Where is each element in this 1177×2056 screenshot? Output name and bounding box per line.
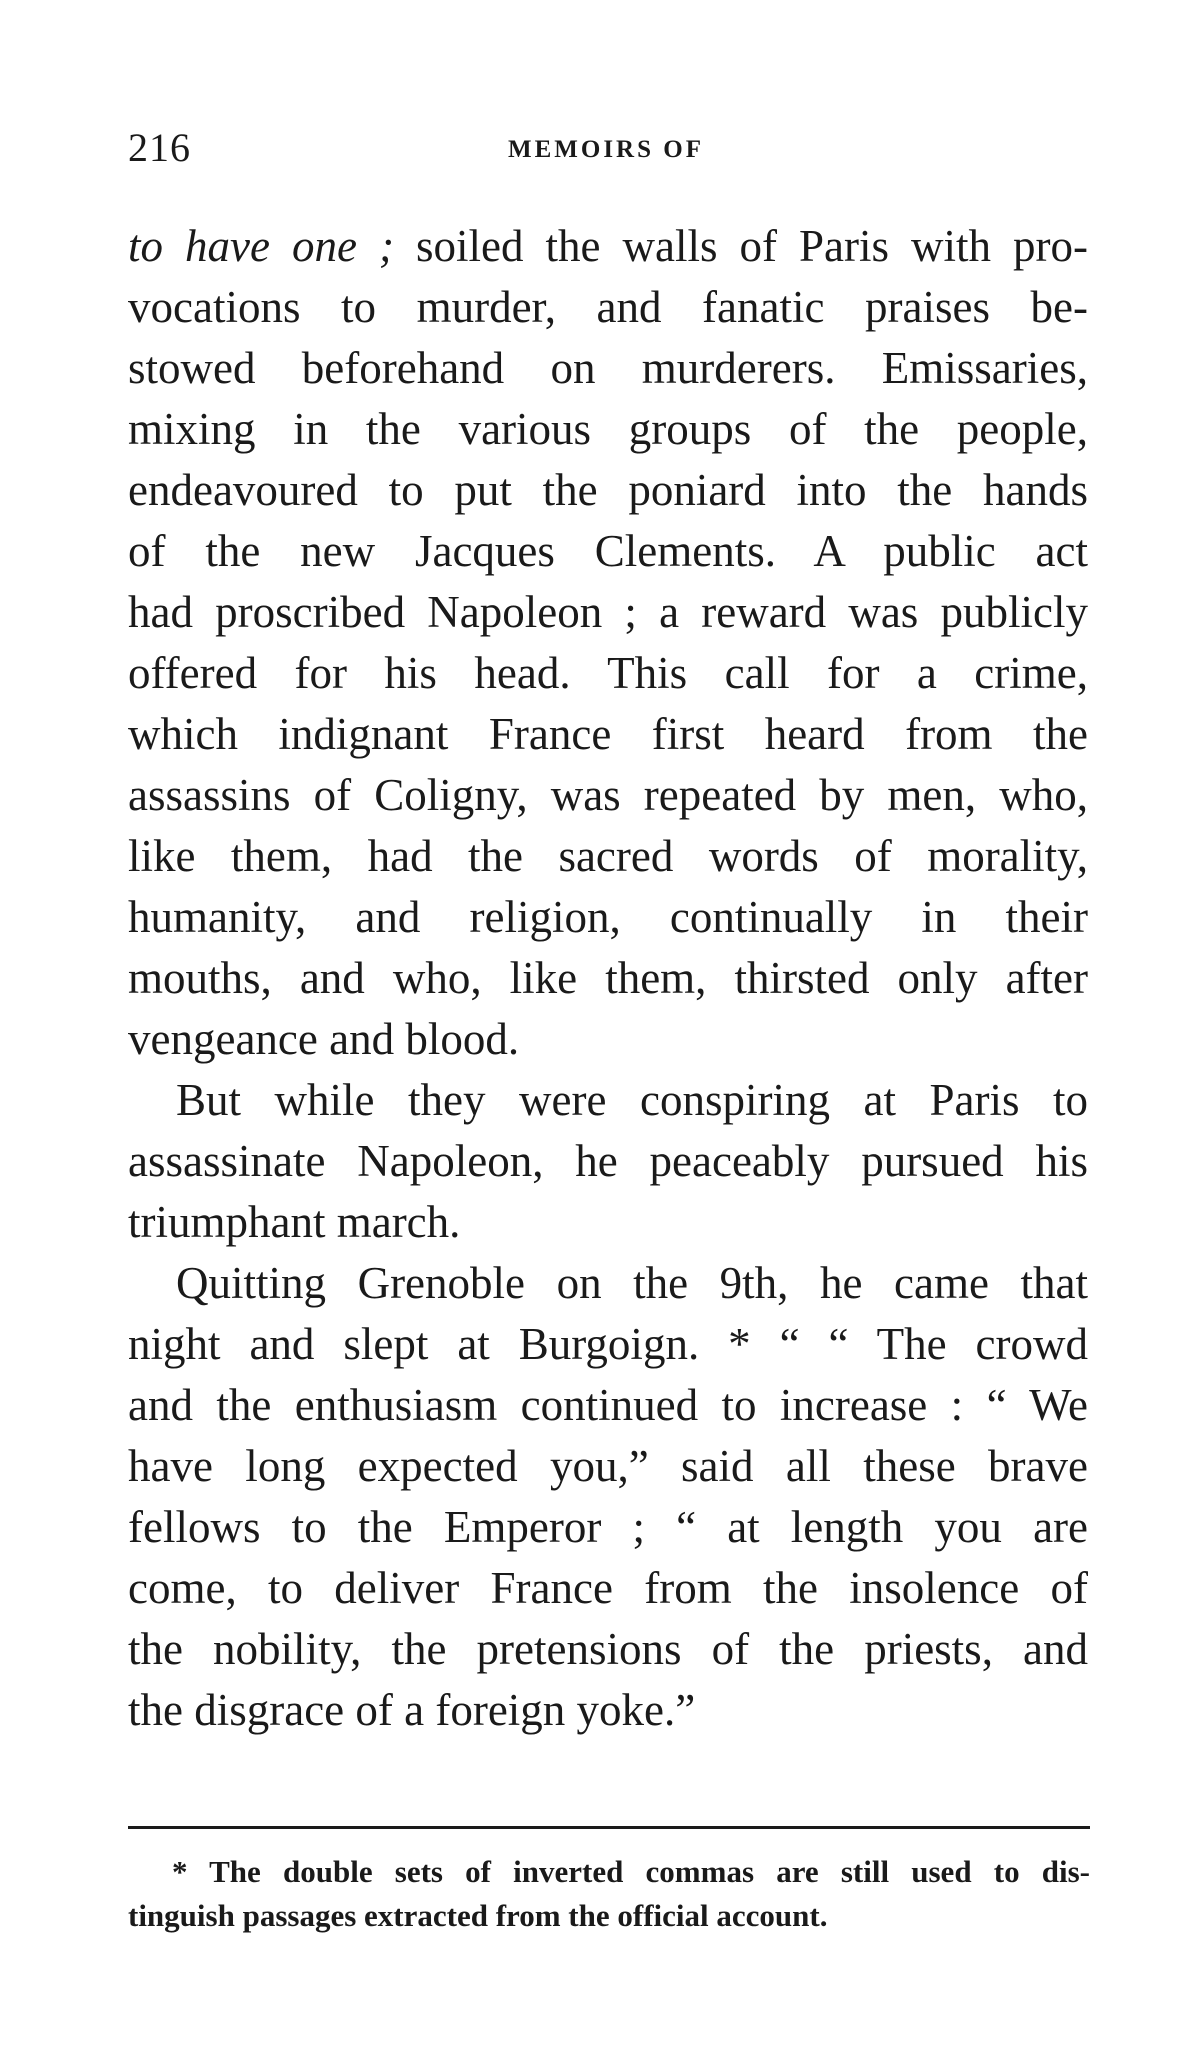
footnote [128,1850,1090,1938]
text-line: assassinate Napoleon, he peaceably pursued his [128,1136,1088,1186]
text-line: and the enthusiasm continued to increase : “ We [128,1380,1088,1430]
paragraph [128,1253,1088,1741]
page-number: 216 [128,125,191,170]
text-line: fellows to the Emperor ; “ at length you are [128,1502,1088,1552]
text-line: have long expected you,” said all these brave [128,1441,1088,1491]
text-line: But while they were conspiring at Paris to [176,1075,1088,1125]
text-line: Quitting Grenoble on the 9th, he came that [176,1258,1088,1308]
running-title: MEMOIRS OF [508,136,704,163]
text-line: stowed beforehand on murderers. Emissaries, [128,343,1088,393]
text-line: which indignant France first heard from the [128,709,1088,759]
text-line: humanity, and religion, continually in their [128,892,1088,942]
footnote-line: * The double sets of inverted commas are still used to dis- [172,1854,1090,1889]
text-line: triumphant march. [128,1197,461,1247]
text-line: vengeance and blood. [128,1014,520,1064]
footnote-line: tinguish passages extracted from the official account. [128,1898,828,1933]
text-line: vocations to murder, and fanatic praises be- [128,282,1088,332]
italic-phrase: to have one ; [128,221,394,271]
paragraph [128,216,1088,1070]
body-text [128,216,1088,1741]
text-line: like them, had the sacred words of morality, [128,831,1088,881]
footnote-divider [128,1826,1090,1829]
text-line: the disgrace of a foreign yoke.” [128,1685,696,1735]
line-text: soiled the walls of Paris with pro- [393,221,1088,271]
text-line: mouths, and who, like them, thirsted only after [128,953,1088,1003]
text-line [128,216,1088,277]
text-line: night and slept at Burgoign. * “ “ The crowd [128,1319,1088,1369]
running-head [128,124,1088,184]
text-line: of the new Jacques Clements. A public act [128,526,1088,576]
text-line: the nobility, the pretensions of the priests, and [128,1624,1088,1674]
text-line: mixing in the various groups of the people, [128,404,1088,454]
text-line: offered for his head. This call for a crime, [128,648,1088,698]
text-line: come, to deliver France from the insolence of [128,1563,1088,1613]
text-line: endeavoured to put the poniard into the hands [128,465,1088,515]
text-line: had proscribed Napoleon ; a reward was publicly [128,587,1088,637]
paragraph [128,1070,1088,1253]
text-line: assassins of Coligny, was repeated by men, who, [128,770,1088,820]
